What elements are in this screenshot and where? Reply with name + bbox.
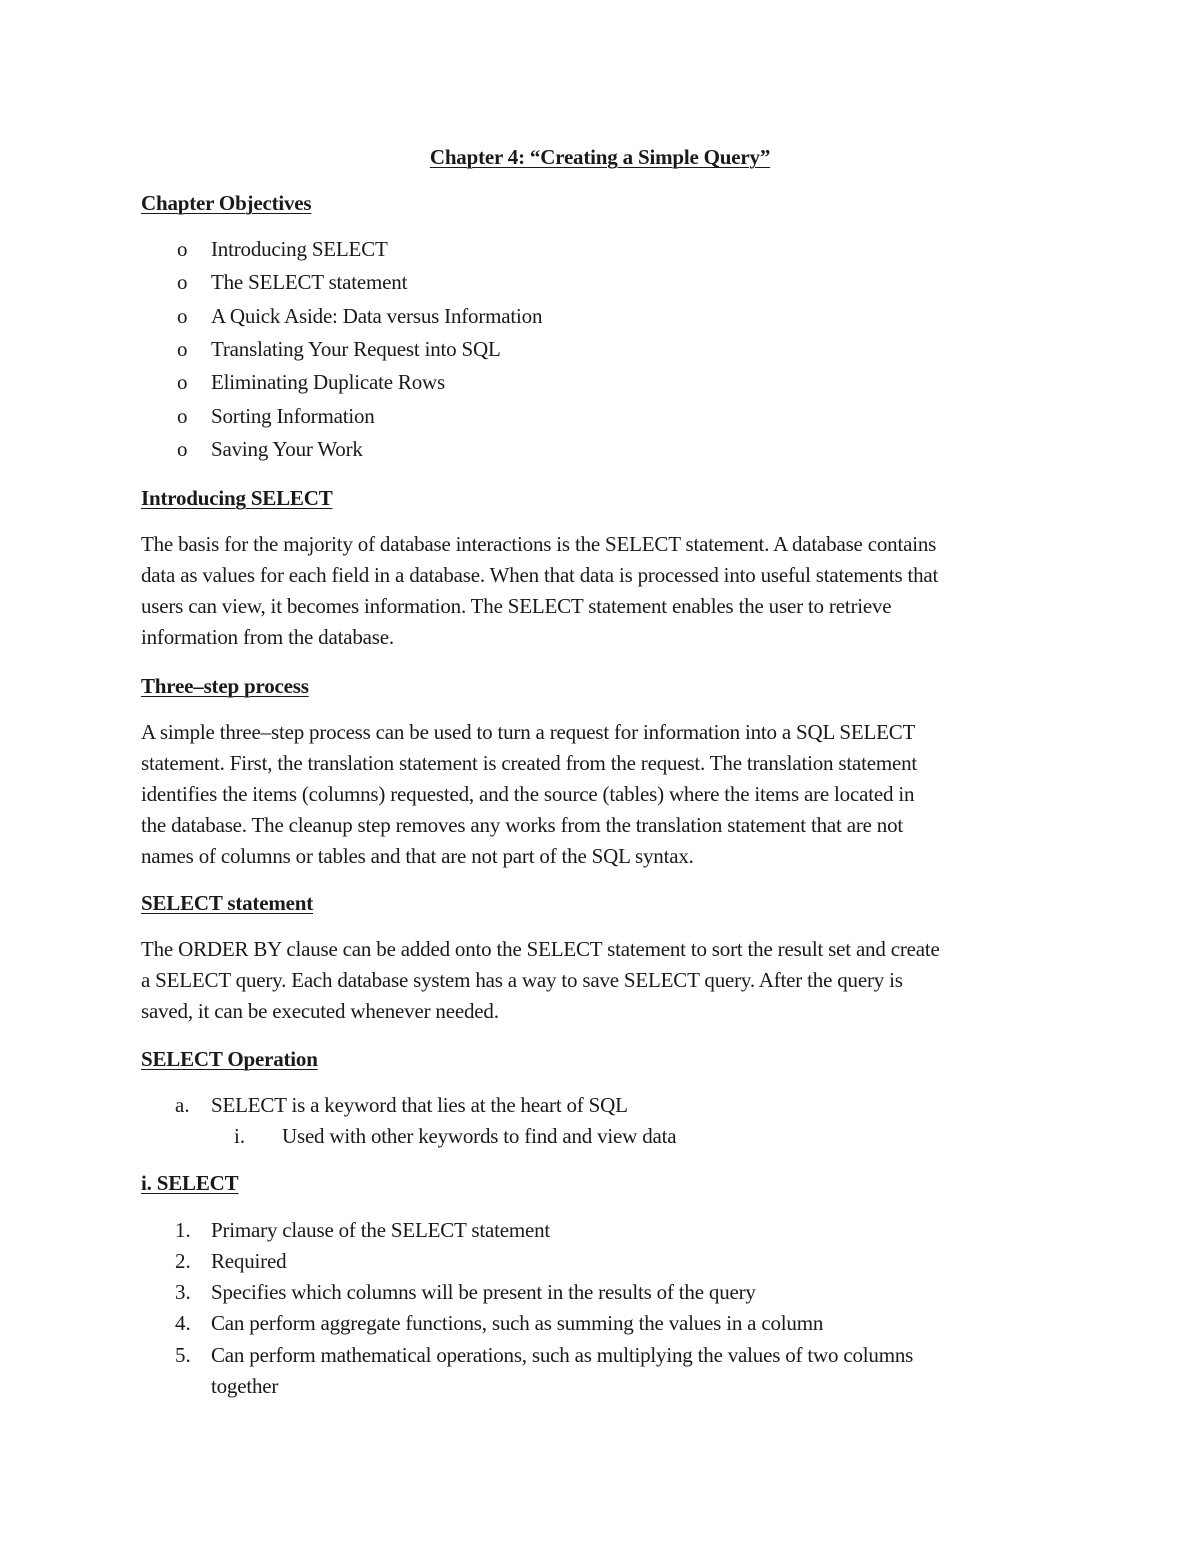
- select-statement-heading: SELECT statement: [141, 891, 314, 915]
- paragraph-line: statement. First, the translation statement is created from the request. The translation statement: [141, 751, 918, 775]
- list-marker: 1.: [175, 1218, 191, 1242]
- list-item: Sorting Information: [211, 404, 375, 428]
- paragraph-line: identifies the items (columns) requested, and the source (tables) where the items are located in: [141, 782, 915, 806]
- paragraph-line: A simple three–step process can be used to turn a request for information into a SQL SELECT: [141, 720, 916, 744]
- bullet-marker: o: [177, 370, 188, 394]
- list-item: Primary clause of the SELECT statement: [211, 1218, 551, 1242]
- paragraph-line: The ORDER BY clause can be added onto the SELECT statement to sort the result set and create: [141, 937, 940, 961]
- paragraph-line: users can view, it becomes information. The SELECT statement enables the user to retrieve: [141, 594, 892, 618]
- paragraph-line: a SELECT query. Each database system has a way to save SELECT query. After the query is: [141, 968, 903, 992]
- list-item: Can perform mathematical operations, such as multiplying the values of two columns: [211, 1343, 914, 1367]
- bullet-marker: o: [177, 304, 188, 328]
- list-item: Eliminating Duplicate Rows: [211, 370, 445, 394]
- list-marker: 5.: [175, 1343, 191, 1367]
- paragraph-line: names of columns or tables and that are not part of the SQL syntax.: [141, 844, 694, 868]
- list-marker: 4.: [175, 1311, 191, 1335]
- list-item: A Quick Aside: Data versus Information: [211, 304, 543, 328]
- paragraph-line: information from the database.: [141, 625, 394, 649]
- paragraph-line: saved, it can be executed whenever needed.: [141, 999, 499, 1023]
- three-step-heading: Three–step process: [141, 674, 309, 698]
- bullet-marker: o: [177, 337, 188, 361]
- list-item-continuation: together: [211, 1374, 279, 1398]
- list-item: SELECT is a keyword that lies at the heart of SQL: [211, 1093, 628, 1117]
- list-item: Introducing SELECT: [211, 237, 388, 261]
- bullet-marker: o: [177, 404, 188, 428]
- list-marker: i.: [234, 1124, 246, 1148]
- paragraph-line: data as values for each field in a database. When that data is processed into useful statements that: [141, 563, 939, 587]
- list-marker: a.: [175, 1093, 190, 1117]
- list-item: Specifies which columns will be present in the results of the query: [211, 1280, 756, 1304]
- introducing-heading: Introducing SELECT: [141, 486, 333, 510]
- list-item: Required: [211, 1249, 287, 1273]
- list-item: Saving Your Work: [211, 437, 363, 461]
- select-operation-heading: SELECT Operation: [141, 1047, 318, 1071]
- objectives-heading: Chapter Objectives: [141, 191, 312, 215]
- list-item: Used with other keywords to find and view data: [282, 1124, 677, 1148]
- page-title: Chapter 4: “Creating a Simple Query”: [429, 145, 771, 169]
- list-marker: 2.: [175, 1249, 191, 1273]
- i-select-heading: i. SELECT: [141, 1171, 239, 1195]
- bullet-marker: o: [177, 237, 188, 261]
- list-item: Can perform aggregate functions, such as summing the values in a column: [211, 1311, 824, 1335]
- list-item: The SELECT statement: [211, 270, 408, 294]
- paragraph-line: the database. The cleanup step removes any works from the translation statement that are not: [141, 813, 904, 837]
- bullet-marker: o: [177, 270, 188, 294]
- bullet-marker: o: [177, 437, 188, 461]
- list-marker: 3.: [175, 1280, 191, 1304]
- list-item: Translating Your Request into SQL: [211, 337, 501, 361]
- paragraph-line: The basis for the majority of database interactions is the SELECT statement. A database contains: [141, 532, 937, 556]
